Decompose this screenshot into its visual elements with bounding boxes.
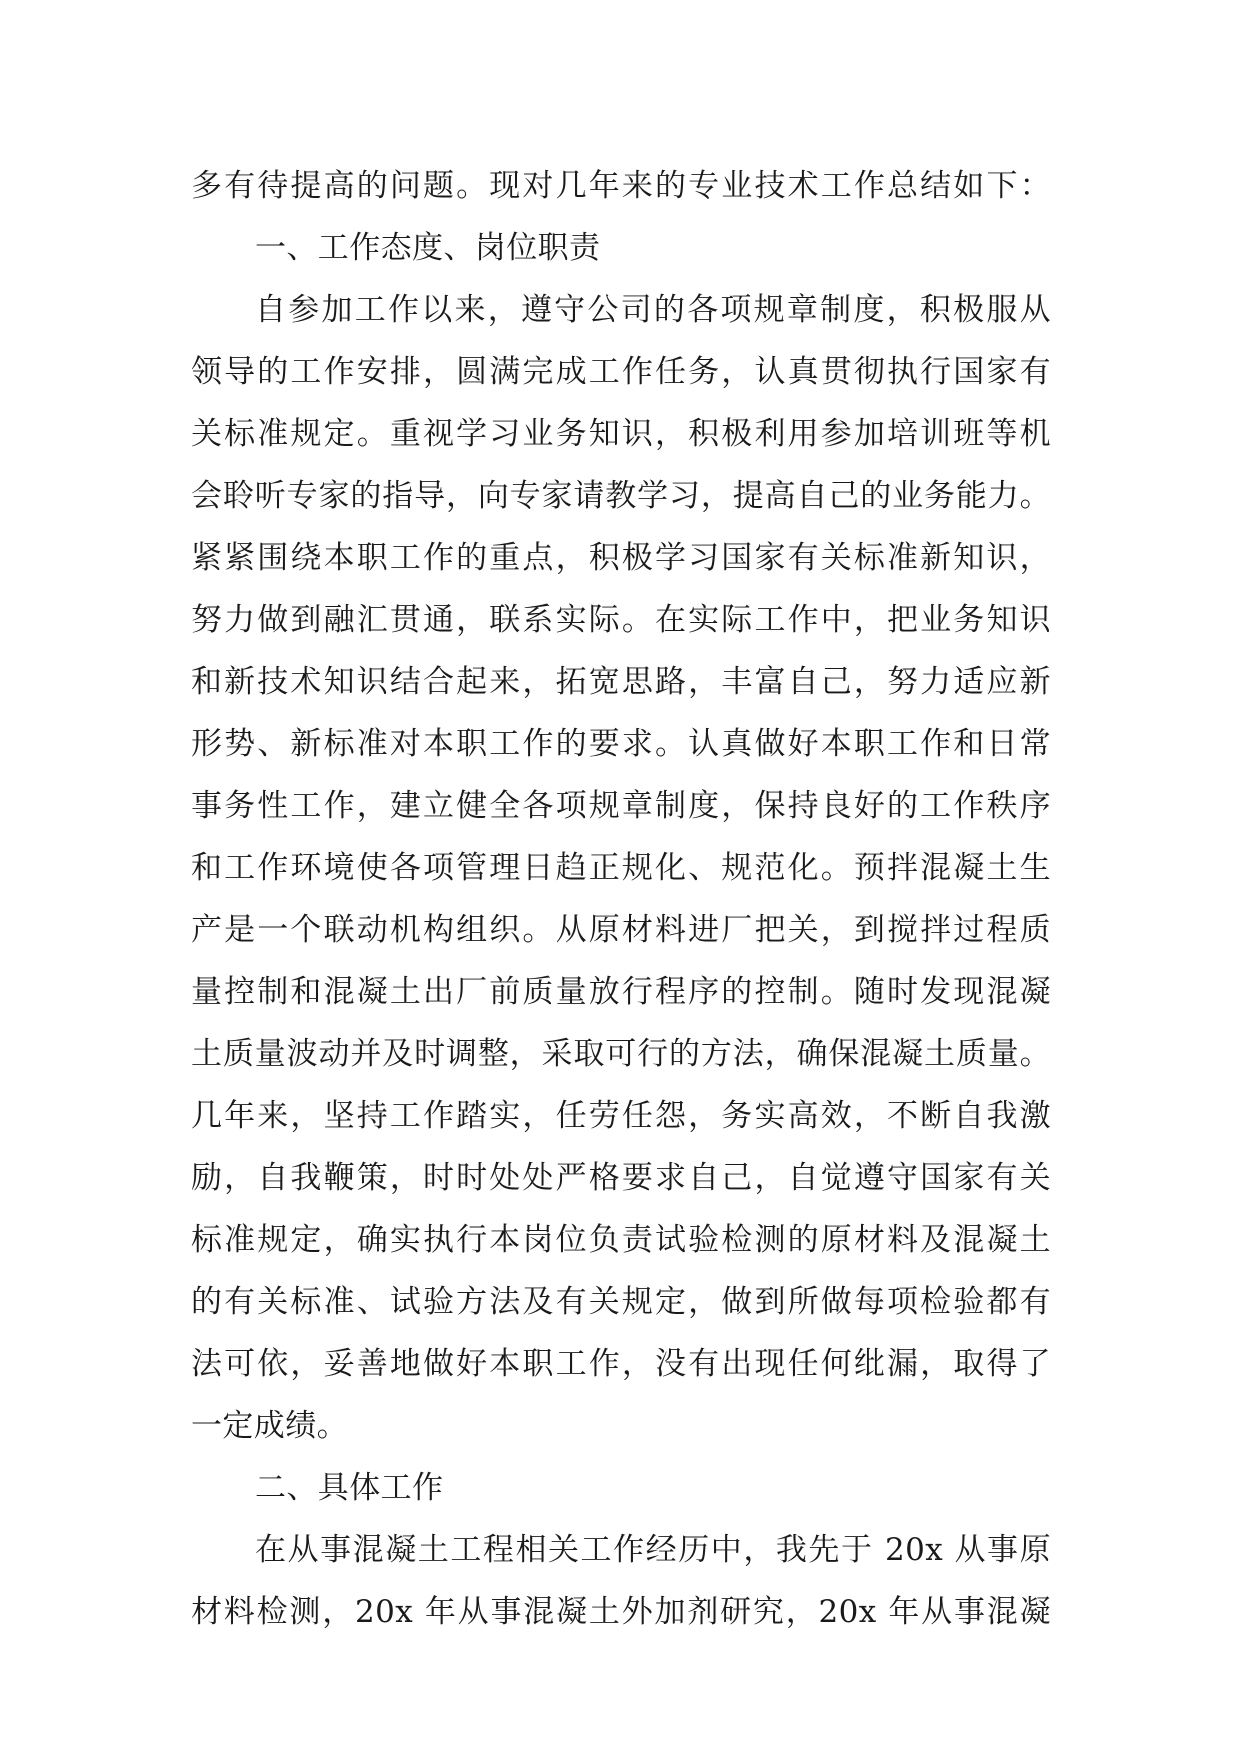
text-line: 土质量波动并及时调整，采取可行的方法，确保混凝土质量。 bbox=[191, 1036, 1051, 1072]
text-line: 法可依，妥善地做好本职工作，没有出现任何纰漏，取得了 bbox=[191, 1346, 1051, 1382]
text-line: 自参加工作以来，遵守公司的各项规章制度，积极服从 bbox=[255, 292, 1051, 328]
text-line: 紧紧围绕本职工作的重点，积极学习国家有关标准新知识， bbox=[191, 540, 1051, 576]
text-line: 多有待提高的问题。现对几年来的专业技术工作总结如下： bbox=[191, 168, 1051, 204]
text-line: 事务性工作，建立健全各项规章制度，保持良好的工作秩序 bbox=[191, 788, 1051, 824]
text-line: 形势、新标准对本职工作的要求。认真做好本职工作和日常 bbox=[191, 726, 1051, 762]
text-line: 和新技术知识结合起来，拓宽思路，丰富自己，努力适应新 bbox=[191, 664, 1051, 700]
section-heading-specific-work: 二、具体工作 bbox=[255, 1470, 444, 1506]
text-line: 一定成绩。 bbox=[191, 1408, 348, 1444]
text-line: 几年来，坚持工作踏实，任劳任怨，务实高效，不断自我激 bbox=[191, 1098, 1051, 1134]
text-line: 努力做到融汇贯通，联系实际。在实际工作中，把业务知识 bbox=[191, 602, 1051, 638]
text-line: 量控制和混凝土出厂前质量放行程序的控制。随时发现混凝 bbox=[191, 974, 1051, 1010]
text-line: 的有关标准、试验方法及有关规定，做到所做每项检验都有 bbox=[191, 1284, 1051, 1320]
text-line: 产是一个联动机构组织。从原材料进厂把关，到搅拌过程质 bbox=[191, 912, 1051, 948]
section-heading-work-attitude: 一、工作态度、岗位职责 bbox=[255, 230, 601, 266]
text-line: 关标准规定。重视学习业务知识，积极利用参加培训班等机 bbox=[191, 416, 1051, 452]
document-body bbox=[191, 155, 1051, 1643]
text-line: 标准规定，确实执行本岗位负责试验检测的原材料及混凝土 bbox=[191, 1222, 1051, 1258]
text-line: 材料检测，20x 年从事混凝土外加剂研究，20x 年从事混凝 bbox=[191, 1594, 1051, 1630]
text-line: 在从事混凝土工程相关工作经历中，我先于 20x 从事原 bbox=[255, 1532, 1051, 1568]
text-line: 领导的工作安排，圆满完成工作任务，认真贯彻执行国家有 bbox=[191, 354, 1051, 390]
text-line: 和工作环境使各项管理日趋正规化、规范化。预拌混凝土生 bbox=[191, 850, 1051, 886]
text-line: 会聆听专家的指导，向专家请教学习，提高自己的业务能力。 bbox=[191, 478, 1051, 514]
text-line: 励，自我鞭策，时时处处严格要求自己，自觉遵守国家有关 bbox=[191, 1160, 1051, 1196]
